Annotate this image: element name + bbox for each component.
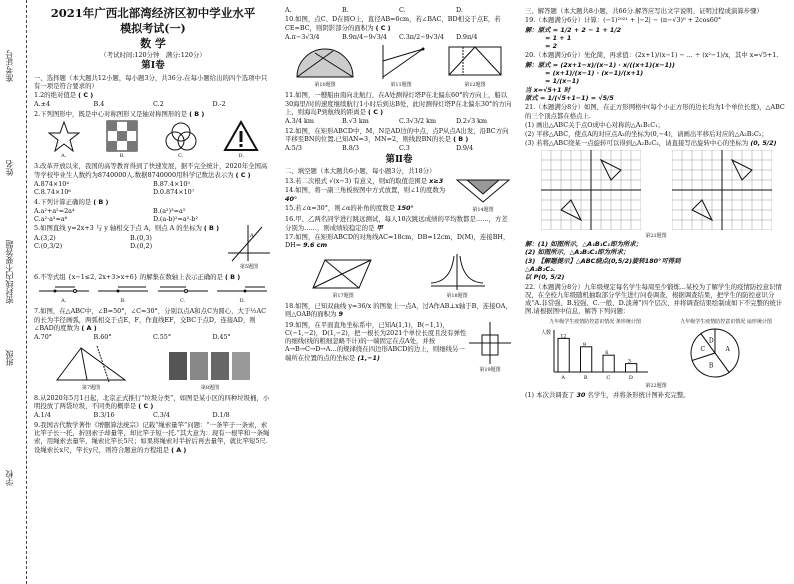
q14-answer: 40°: [285, 194, 298, 203]
q14-caption: 第14题图: [472, 207, 494, 214]
q8-opt-c: C.3/4: [153, 411, 170, 420]
q10-opt-d: D.9π/4: [456, 32, 478, 41]
solve-instructions: 三、解答题（本大题共8小题，共66分.解答应写出文字说明、证明过程或演算步骤）: [525, 7, 763, 15]
q1-opt-c: C.2: [153, 100, 164, 109]
bar-value-B: 9: [582, 341, 587, 348]
q19-work-3: = 2: [545, 42, 558, 51]
q22-part1-answer: 30: [576, 391, 586, 400]
q6-numberlines: [34, 283, 272, 305]
q16-text: 16.甲、乙两名同学进行跳远测试，每人10次跳远成绩的平均数都是……，方差分别为……，则成绩较稳定的是: [285, 215, 508, 232]
q1-opt-a: A.±4: [34, 100, 51, 109]
q5-opt-d: D.(0,2): [130, 242, 153, 251]
q9-opt-a: A.: [285, 6, 292, 14]
q9-opt-c: C.: [399, 6, 406, 14]
q21-work-1: 解：(1) 如图所示，△A₁B₁C₁即为所求；: [525, 240, 643, 249]
binding-label-class: 班级: [5, 350, 14, 366]
q11-navigation: [373, 43, 429, 81]
q2-figures: [34, 120, 272, 160]
q9-text: 9.我国古代数学著作《增删算法统宗》记载“绳索量竿”问题：“一条竿子一条索，索比竿子长一托，折回索子却量竿，却比竿子短一托.”其大意为：现有一根竿和一条绳索，用绳索去量竿，绳索比竿长5尺；如果将绳索对半折后再去量竿，就比竿短5尺.设绳索长x尺，竿长y尺，则符合题意的方程组是: [34, 420, 270, 454]
q6-opt-b: B.: [120, 298, 126, 305]
q18-text: 18.如图，已知双曲线 y=36/x 的图象上一点A，过A作AB⊥x轴于B，连接OA，则△OAB的面积为: [285, 301, 512, 319]
bar-C: [603, 355, 614, 372]
q21-grid-right: [672, 150, 772, 230]
column-2: [285, 6, 513, 580]
q9-opt-b: B.: [342, 6, 349, 14]
q8-opt-b: B.3/16: [93, 411, 115, 420]
bar-value-D: 3: [627, 358, 632, 365]
q3-answer: ( C ): [235, 170, 251, 179]
bar-A: [558, 338, 569, 372]
q15-text: 15.若∠α=30°，则∠α的补角的度数是: [285, 204, 396, 213]
q4-opt-a: A.a²+a²=2a⁴: [34, 206, 75, 215]
part1-instructions: 一、选择题（本大题共12小题，每小题3分，共36分.在每小题给出的四个选项中只有一项是符合要求的）: [34, 73, 268, 90]
q19b-answer: (1,−1): [357, 353, 380, 362]
exam-title: 2021年广西北部湾经济区初中学业水平: [50, 6, 256, 20]
q10-caption: 第10题图: [314, 82, 336, 89]
q10-text: 10.如图，点C、D在圆O上，直径AB=6cm，若∠BAC，BD相交于点E，若CE=BC，则阴影部分的面积为: [285, 15, 501, 32]
q21-part2: (2) 平移△ABC，使点A的对应点A₂的坐标为(0,−4)，请画出平移后对应的△A₂B₂C₂；: [525, 130, 768, 139]
q10-opt-b: B.9π/4−9√3/4: [342, 32, 387, 41]
q8-trashcans: [165, 344, 255, 384]
q3-opt-a: A.874×10⁴: [34, 179, 69, 188]
q14-text: 14.如图，将一副三角板按图中方式放置，则∠1的度数为: [285, 186, 446, 195]
bar-ylabel: 人数: [541, 330, 552, 337]
q7-answer: ( A ): [81, 323, 97, 332]
q21-answer: (0, 5/2): [750, 139, 777, 148]
bar-label-B: B: [583, 375, 588, 381]
star-shape: [47, 120, 81, 152]
q20-work-1: 解：原式 = (2x+1−x)/(x−1) · x/((x+1)(x−1)): [525, 60, 675, 69]
q9-answer: ( A ): [171, 445, 187, 454]
q12-answer: ( B ): [453, 134, 469, 143]
numberline-c: [156, 283, 210, 297]
binding-label-warning: 密封线内不要答题: [5, 240, 14, 304]
q14-triangles: [453, 176, 513, 206]
q21-work-3: (3) 【解题提示】△ABC绕点(0,5/2)旋转180°可得到: [525, 256, 681, 265]
q6-text: 6.不等式组 {x−1≤2, 2x+3>x+6} 的解集在数轴上表示正确的是: [34, 272, 223, 281]
q7-opt-b: B.60°: [93, 333, 112, 342]
pie-label-A: A: [725, 345, 731, 353]
q12-opt-a: A.5/3: [285, 144, 302, 153]
q7-caption: 第7题图: [81, 384, 101, 391]
q17-q18-figures: [285, 252, 513, 300]
q19-fig-caption: 第19题图: [479, 366, 501, 373]
trefoil-shape: [164, 120, 198, 152]
q5-caption: 第5题图: [239, 264, 259, 271]
q21-work-5: 以 P(0, 5/2): [525, 273, 565, 282]
q6-opt-c: C.: [180, 298, 186, 305]
q19b-text: 19.如图，在平面直角坐标系中，已知A(1,1)，B(−1,1)，C(−1,−2)，D(1,−2)，把一根长为2021个单位长度且没有弹性的细线(线的粗细忽略不计)的一端固定在点A处，并按A→B→C→D→A…的规律绕在四边形ABCD的边上，则细线另一端所在位置的点的坐标是: [285, 320, 467, 362]
exam-info: （考试时间:120分钟 满分:120分）: [100, 51, 206, 59]
binding-label-school: 学校: [5, 470, 14, 486]
q6-answer: ( B ): [224, 272, 241, 281]
q11-opt-d: D.2√3 km: [456, 117, 488, 126]
q11-caption: 第11题图: [390, 82, 412, 89]
q2-opt-d: D.: [238, 153, 244, 160]
q7-opt-c: C.55°: [153, 333, 172, 342]
pie-label-D: D: [709, 337, 715, 345]
q3-opt-b: B.87.4×10⁵: [153, 179, 191, 188]
exam-subtitle: 模拟考试(一): [120, 22, 186, 35]
q22-part1-tail: 名学生，并将条形统计图补充完整。: [587, 391, 690, 400]
numberline-d: [215, 283, 269, 297]
q2-opt-b: B.: [119, 153, 125, 160]
numberline-b: [96, 283, 150, 297]
q20-text: 20.（本题满分6分）先化简，再求值：(2x+1)/(x−1) − ... ÷ (x²−1)/x，其中 x=√5+1.: [525, 51, 779, 60]
q3-opt-c: C.8.74×10⁶: [34, 188, 71, 197]
q12-text: 12.如图，在矩形ABCD中，M，N是AD边的中点，点P从点A出发，沿BC方向平移至BN的位置.已知AN=3，MN=2，则线段BN的长是: [285, 126, 509, 143]
q19-work-2: = 1 + 1: [545, 33, 572, 42]
q4-text: 4.下列计算正确的是: [34, 197, 92, 206]
q10-opt-c: C.3π/2−9√3/4: [399, 32, 444, 41]
q2-answer: ( B ): [189, 109, 205, 118]
q22-pie-title: 九年级学生疫情防控意识情况 扇形统计图: [680, 318, 772, 325]
q12-rectangle: [445, 43, 505, 81]
q5-opt-b: B.(0,3): [130, 233, 152, 242]
q11-opt-a: A.3/4 km: [285, 117, 314, 126]
binding-strip: [0, 0, 27, 584]
warning-shape: [223, 120, 259, 152]
fill-instructions: 二、填空题（本大题共6小题，每小题3分，共18分）: [285, 166, 436, 175]
svg-text:A: A: [250, 233, 254, 240]
q1-opt-d: D.-2: [212, 100, 226, 109]
q3-text: 3.改革开放以来，我国的高等教育得到了快速发展，据不完全统计，2020年全国高等学校毕业生人数约为8740000人.数据8740000用科学记数法表示为: [34, 162, 268, 179]
q7-opt-a: A.70°: [34, 333, 52, 342]
q11-opt-c: C.3√3/2 km: [399, 117, 437, 126]
q19-work-1: 解：原式 = 1/2 + 2 − 1 + 1/2: [525, 25, 622, 34]
q20-work-4: 当 x=√5+1 时: [525, 85, 571, 94]
q10-opt-a: A.π−3√3/4: [285, 32, 320, 41]
q8-opt-d: D.1/8: [212, 411, 230, 420]
q22-bar-chart: [540, 326, 650, 380]
bar-label-A: A: [561, 375, 566, 381]
q7-q8-figures: [34, 344, 272, 392]
q22-part1: (1) 本次共调查了: [525, 391, 575, 400]
q12-opt-b: B.8/3: [342, 144, 360, 153]
q12-caption: 第12题图: [464, 82, 486, 89]
q13-text: 13.若二次根式 √(x−3) 有意义，则x的取值范围是: [285, 177, 428, 186]
bar-value-C: 6: [605, 350, 609, 357]
q12-opt-c: C.3: [399, 144, 410, 153]
q13-answer: x≥3: [429, 177, 444, 186]
q8-caption: 第8题图: [200, 384, 220, 391]
q4-opt-c: C.a²·a³=a⁶: [34, 215, 68, 224]
q5-opt-c: C.(0,3/2): [34, 242, 63, 251]
q11-text: 11.如图，一艘船由南向北航行，在A处测得灯塔P在北偏东60°的方向上，船以30海里/时的速度继续航行1小时后到达B处，此时测得灯塔P在北偏东30°的方向上，则海岛P到航线的距离是: [285, 91, 512, 117]
q5-opt-a: A.(3,2): [34, 233, 56, 242]
q21-part3: (3) 若将△ABC绕某一点旋转可以得到△A₂B₂C₂，请直接写出旋转中心的坐标为: [525, 139, 749, 148]
bar-label-C: C: [606, 375, 611, 381]
q10-q12-figures: [285, 43, 513, 89]
q2-text: 2.下列图形中，既是中心对称图形又是轴对称图形的是: [34, 109, 188, 118]
q18-answer: 9: [338, 310, 343, 319]
q6-opt-a: A.: [61, 298, 67, 305]
q21-grid-left: [541, 150, 641, 230]
q17-parallelogram: [311, 256, 375, 292]
bar-B: [581, 347, 592, 372]
q22-charts: [525, 318, 787, 380]
q15-answer: 150°: [397, 204, 414, 213]
q6-opt-d: D.: [239, 298, 245, 305]
q19-text: 19.（本题满分6分）计算：(−1)²⁰²¹ + |−2| − (π−√3)⁰ + 2cos60°: [525, 16, 722, 25]
q4-opt-b: B.(a²)³=a⁵: [153, 206, 186, 215]
bar-D: [626, 364, 637, 372]
numberline-a: [37, 283, 91, 297]
q21-work-4: △A₂B₂C₂.: [525, 264, 556, 273]
part2-title: 第Ⅱ卷: [385, 153, 413, 165]
q20-work-5: 原式 = 1/(√5+1−1) = √5/5: [525, 93, 614, 102]
q21-caption: 第21题图: [645, 232, 667, 239]
q10-semicircle: [293, 43, 357, 81]
pie-label-C: C: [700, 345, 706, 353]
q7-opt-d: D.45°: [212, 333, 231, 342]
exam-subject: 数 学: [140, 37, 166, 50]
q22-caption: 第22题图: [645, 383, 667, 390]
column-1: [34, 6, 272, 580]
pie-label-B: B: [709, 362, 714, 370]
q3-opt-d: D.0.874×10⁷: [153, 188, 195, 197]
q2-opt-c: C.: [178, 153, 184, 160]
binding-label-name: 姓名: [5, 160, 14, 176]
q1-opt-b: B.4: [93, 100, 105, 109]
q21-work-2: (2) 如图所示，△A₂B₂C₂即为所求；: [525, 248, 630, 257]
q12-opt-d: D.9/4: [456, 144, 474, 153]
q21-text: 21.（本题满分8分）如图，在正方形网格中(每个小正方形的边长均为1个单位长度)，△ABC的三个顶点都在格点上.: [525, 103, 785, 120]
q22-bar-title: 九年级学生疫情防控意识情况 条形统计图: [549, 318, 641, 325]
q11-answer: ( C ): [368, 108, 384, 117]
q16-answer: 甲: [376, 223, 383, 232]
q20-work-3: = 1/(x−1): [545, 77, 580, 86]
q4-answer: ( B ): [93, 197, 109, 206]
q18-caption: 第18题图: [446, 292, 468, 299]
bar-label-D: D: [628, 375, 633, 381]
binding-label-id: 准考证号: [5, 50, 14, 82]
checker-shape: [106, 120, 138, 152]
q22-pie-chart: [680, 326, 750, 380]
q2-opt-a: A.: [61, 153, 67, 160]
q7-text: 7.如图，在△ABC中，∠B=50°，∠C=30°，分别以点A和点C为圆心，大于½AC的长为半径画弧，两弧相交于点E，F，作直线EF，交BC于点D，连接AD，则∠BAD的度数为: [34, 307, 267, 332]
q20-work-2: = (x+1)/(x−1) · (x−1)/(x+1): [545, 69, 644, 78]
q5-answer: ( B ): [203, 224, 220, 233]
q5-graph: [226, 223, 272, 263]
q1-answer: ( C ): [78, 91, 94, 100]
q9-opt-d: D.: [456, 6, 463, 14]
q8-text: 8.从2020年5月1日起，北京正式推行“垃圾分类”，如图是某小区的四种垃圾桶，小明投放了两袋垃圾，不同类的概率是: [34, 393, 270, 411]
q4-opt-d: D.(a-b)²=a²-b²: [153, 215, 199, 224]
column-3: [525, 6, 787, 580]
q18-hyperbola: [427, 252, 487, 292]
q8-opt-a: A.1/4: [34, 411, 51, 420]
q11-opt-b: B.√3 km: [342, 117, 369, 126]
q17-caption: 第17题图: [332, 292, 354, 299]
q5-text: 5.如图直线 y=2x+3 与 y 轴相交于点 A，则点 A 的坐标为: [34, 224, 202, 233]
q8-answer: ( C ): [138, 402, 154, 411]
q1-text: 1.2的绝对值是: [34, 91, 77, 100]
q7-triangle: [51, 344, 131, 384]
q17-answer: 9.6 cm: [303, 241, 328, 250]
q21-part1: (1) 画出△ABC关于点O成中心对称的△A₁B₁C₁；: [525, 120, 665, 129]
part1-title: 第Ⅰ卷: [141, 60, 165, 72]
q21-grids: [525, 150, 787, 230]
bar-value-A: 12: [560, 333, 567, 340]
q10-answer: ( C ): [375, 23, 391, 32]
q19-grid: [467, 320, 513, 366]
q22-text: 22.（本题满分8分）九年级规定每名学生每周至少锻炼...某校为了解学生的疫情防控意识情况，在全校九年级随机抽取部分学生进行问卷调查，根据调查结果，把学生的防控意识分成“A.非常强、B.较强、C.一般、D.淡薄”四个层次，并将调查结果绘制成如下不完整的统计图.请根据图中信息，解答下列问题：: [525, 282, 783, 316]
q17-text: 17.如图，在矩形ABCD的对角线AC=18cm，DB=12cm，D(M)，连接BH，DH=: [285, 233, 510, 250]
